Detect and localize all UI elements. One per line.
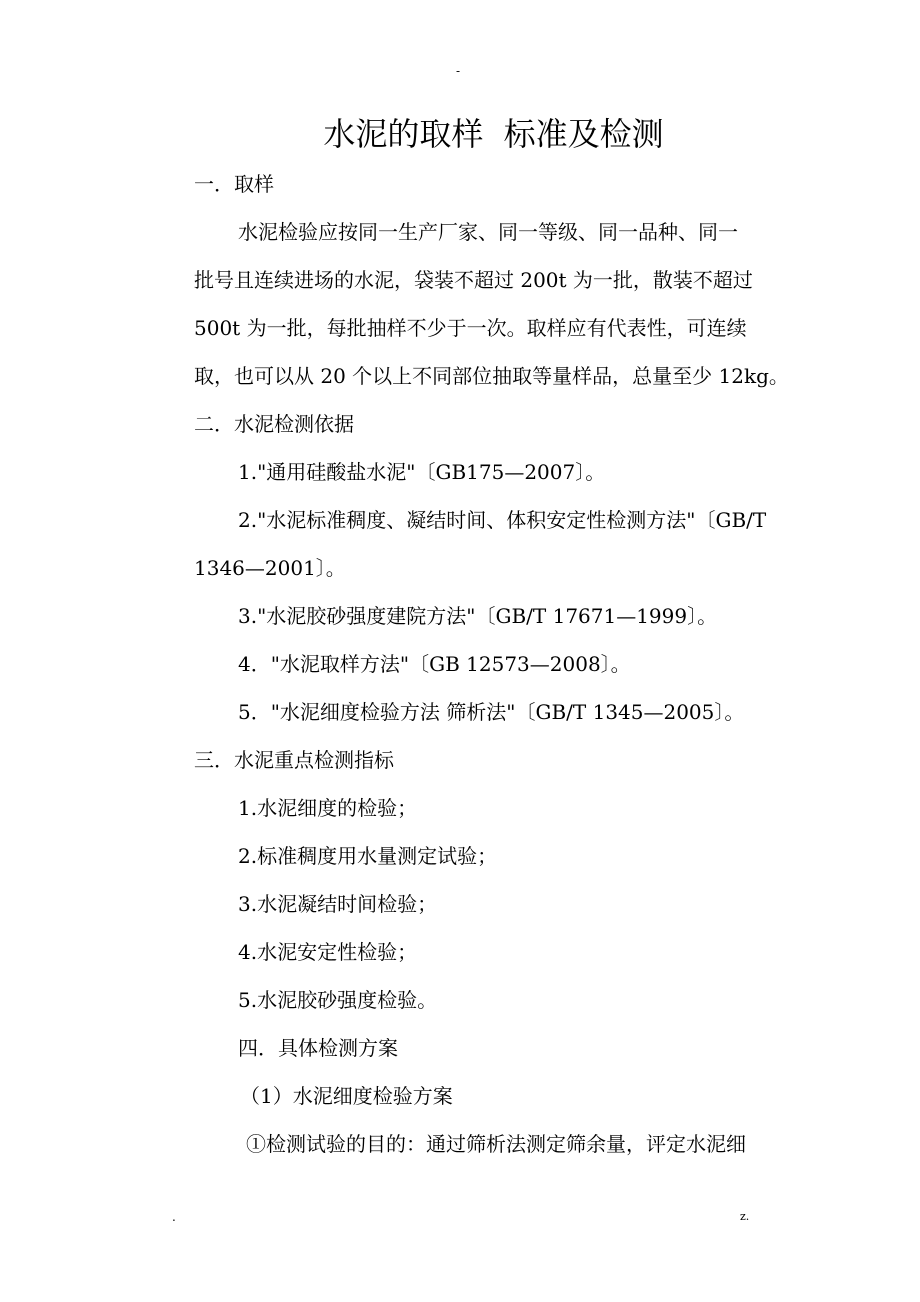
paragraph-line: 水泥检验应按同一生产厂家、同一等级、同一品种、同一 — [238, 220, 738, 244]
paragraph-line: 500t 为一批，每批抽样不少于一次。取样应有代表性，可连续 — [194, 316, 747, 340]
list-item: 3.水泥凝结时间检验； — [238, 892, 438, 916]
list-item: 2."水泥标准稠度、凝结时间、体积安定性检测方法"〔GB/T — [238, 508, 767, 532]
paragraph-line: ①检测试验的目的：通过筛析法测定筛余量，评定水泥细 — [246, 1132, 746, 1156]
section-heading-indicators: 三．水泥重点检测指标 — [194, 748, 394, 772]
list-item: 4.水泥安定性检验； — [238, 940, 418, 964]
list-item-continuation: 1346—2001〕。 — [194, 556, 346, 580]
section-heading-basis: 二．水泥检测依据 — [194, 412, 354, 436]
footer-left-mark: . — [172, 1210, 176, 1224]
list-item: 1.水泥细度的检验； — [238, 796, 418, 820]
list-item: 5．"水泥细度检验方法 筛析法"〔GB/T 1345—2005〕。 — [238, 700, 745, 724]
section-heading-plan: 四．具体检测方案 — [238, 1036, 398, 1060]
paragraph-line: 批号且连续进场的水泥，袋装不超过 200t 为一批，散装不超过 — [194, 268, 753, 292]
list-item: 5.水泥胶砂强度检验。 — [238, 988, 438, 1012]
footer-right-mark: z. — [740, 1210, 750, 1223]
list-item: 3."水泥胶砂强度建院方法"〔GB/T 17671—1999〕。 — [238, 604, 718, 628]
document-title: 水泥的取样 标准及检测 — [323, 115, 664, 153]
list-item: 2.标准稠度用水量测定试验； — [238, 844, 498, 868]
header-mark: - — [456, 64, 461, 78]
subsection-heading: （1）水泥细度检验方案 — [240, 1084, 453, 1108]
paragraph-line: 取，也可以从 20 个以上不同部位抽取等量样品，总量至少 12kg。 — [194, 364, 789, 388]
list-item: 1."通用硅酸盐水泥"〔GB175—2007〕。 — [238, 460, 606, 484]
list-item: 4．"水泥取样方法"〔GB 12573—2008〕。 — [238, 652, 631, 676]
section-heading-sampling: 一．取样 — [194, 172, 274, 196]
